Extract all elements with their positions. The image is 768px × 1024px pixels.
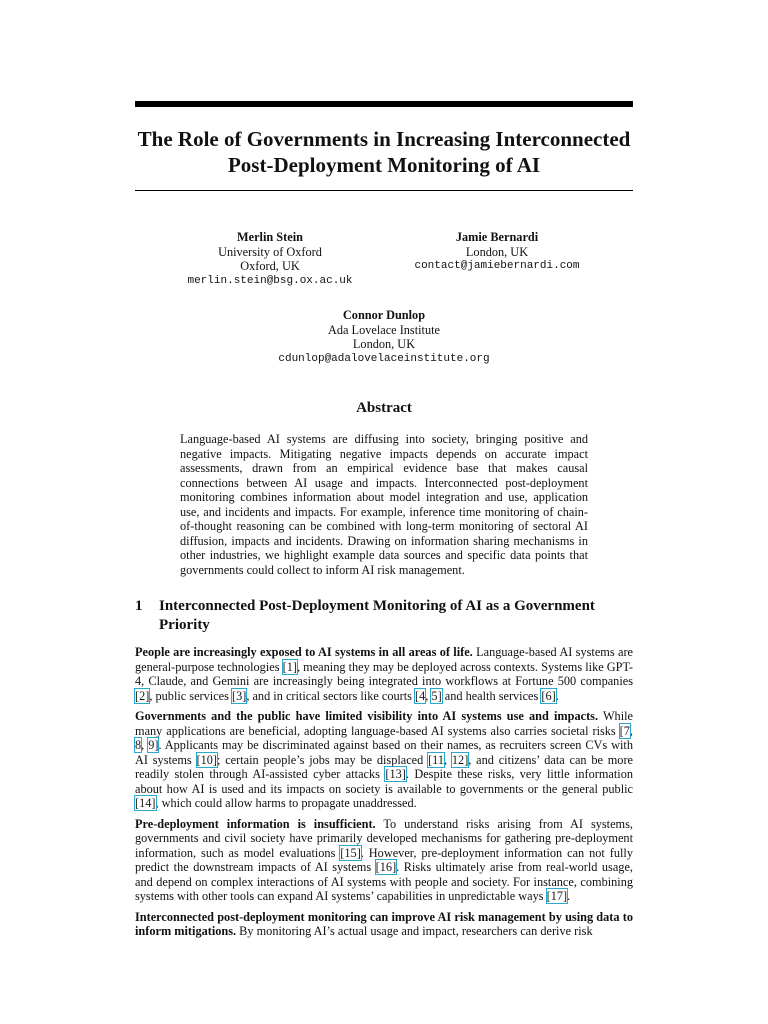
author-block-3: [259, 308, 509, 366]
paragraph-text: ,: [444, 752, 452, 767]
title-bottom-rule: [135, 190, 633, 191]
author-email[interactable]: contact@jamiebernardi.com: [414, 260, 580, 272]
author-affiliation: Ada Lovelace Institute: [328, 322, 440, 337]
paragraph-text: . Risks ultimately arise from real-world usage, and depend on complex interactions of AI systems with people and society. For instance, combining systems with other tools can expand AI systems’ capabilities in unpredictable ways: [135, 860, 633, 903]
title-top-rule: [135, 101, 633, 107]
citation-link[interactable]: [17]: [546, 889, 568, 903]
paragraph-text: ; certain people’s jobs may be displaced: [217, 752, 429, 767]
author-location: London, UK: [465, 244, 529, 259]
citation-link[interactable]: [10]: [196, 752, 217, 767]
citation-link[interactable]: [2]: [135, 688, 150, 703]
citation-link[interactable]: [11: [428, 752, 445, 767]
body-paragraph: [135, 645, 633, 703]
paragraph-text: . Despite these risks, very little information about how AI is used and its impacts on society is available to governments or the general public: [135, 767, 633, 796]
paragraph-text: While many applications are beneficial, adopting language-based AI systems also carries societal risks: [135, 709, 633, 738]
citation-link[interactable]: [7: [619, 723, 630, 738]
paragraph-text: .: [555, 688, 559, 703]
citation-link[interactable]: [16]: [375, 860, 397, 874]
paragraph-text: ,: [629, 723, 633, 738]
section-body: [135, 645, 633, 945]
paragraph-text: and health services: [441, 688, 542, 703]
citation-link[interactable]: [14]: [135, 796, 156, 810]
paragraph-text: , and in critical sectors like courts: [246, 688, 416, 703]
section-title: Interconnected Post-Deployment Monitoring of AI as a Government Priority: [159, 598, 595, 633]
citation-link[interactable]: [3]: [231, 688, 247, 703]
author-block-2: [397, 230, 597, 274]
author-name: Merlin Stein: [237, 230, 303, 244]
citation-link[interactable]: [1]: [282, 659, 297, 674]
paper-title: [100, 126, 668, 178]
paragraph-text: . However, pre-deployment information can not fully predict the downstream impacts of AI systems: [135, 845, 633, 874]
citation-link[interactable]: 8: [135, 738, 142, 752]
author-affiliation: University of Oxford: [218, 244, 322, 259]
paragraph-text: , meaning they may be deployed across contexts. Systems like GPT-4, Claude, and Gemini are increasingly being integrated into workflows at Fortune 500 companies: [135, 659, 633, 688]
paragraph-lead: Pre-deployment information is insufficient.: [135, 816, 376, 831]
body-paragraph: [135, 709, 633, 811]
citation-link[interactable]: 5]: [431, 688, 442, 703]
citation-link[interactable]: [13]: [385, 767, 406, 781]
author-location: London, UK: [352, 337, 416, 351]
body-paragraph: [135, 910, 633, 939]
paragraph-lead: Interconnected post-deployment monitoring can improve AI risk management by using data to inform mitigations.: [135, 909, 633, 938]
title-line-1: The Role of Governments in Increasing Interconnected: [137, 127, 631, 151]
paragraph-text: By monitoring AI’s actual usage and impact, researchers can derive risk: [236, 924, 593, 938]
author-email[interactable]: cdunlop@adalovelaceinstitute.org: [278, 352, 490, 365]
section-heading: [135, 597, 633, 635]
author-email[interactable]: merlin.stein@bsg.ox.ac.uk: [187, 274, 353, 287]
paragraph-text: , which could allow harms to propagate unaddressed.: [155, 796, 417, 810]
author-block-1: [170, 230, 370, 288]
citation-link[interactable]: [6]: [541, 688, 556, 703]
paragraph-text: .: [567, 889, 571, 903]
paragraph-text: Language-based AI systems are general-purpose technologies: [135, 645, 633, 674]
paragraph-lead: Governments and the public have limited visibility into AI systems use and impacts.: [135, 709, 599, 723]
title-line-2: Post-Deployment Monitoring of AI: [227, 153, 541, 177]
paragraph-text: . Applicants may be discriminated against based on their names, as recruiters screen CVs with AI systems: [135, 738, 633, 767]
paragraph-text: ,: [425, 688, 432, 703]
citation-link[interactable]: [4: [415, 688, 426, 703]
paragraph-text: , public services: [149, 688, 232, 703]
citation-link[interactable]: 9]: [148, 738, 159, 752]
abstract-heading: Abstract: [356, 400, 412, 416]
body-paragraph: [135, 817, 633, 904]
citation-link[interactable]: 12]: [451, 752, 469, 767]
section-number: 1: [135, 598, 143, 614]
author-name: Connor Dunlop: [342, 308, 426, 322]
paragraph-lead: People are increasingly exposed to AI systems in all areas of life.: [135, 645, 473, 659]
paragraph-text: To understand risks arising from AI systems, governments and civil society have primarily developed mechanisms for gathering pre-deployment information, such as model evaluations: [135, 816, 633, 860]
author-name: Jamie Bernardi: [455, 230, 539, 244]
paragraph-text: ,: [141, 738, 149, 752]
abstract-text: Language-based AI systems are diffusing into society, bringing positive and negative impacts. Mitigating negative impacts depends on accurate impact assessments, drawn from an empirical evidence base that makes causal connections between AI usage and impacts. Interconnected post-deployment monitoring combines information about model integration and use, application use, and incidents and impacts. For example, inference time monitoring of chain-of-thought reasoning can be combined with long-term monitoring of sectoral AI diffusion, impacts and incidents. Drawing on information sharing mechanisms in other industries, we highlight example data sources and specific data points that governments could collect to inform AI risk management.: [180, 432, 588, 577]
paragraph-text: , and citizens’ data can be more readily stolen through AI-assisted cyber attacks: [135, 752, 633, 781]
author-location: Oxford, UK: [240, 259, 300, 273]
citation-link[interactable]: [15]: [340, 845, 361, 860]
